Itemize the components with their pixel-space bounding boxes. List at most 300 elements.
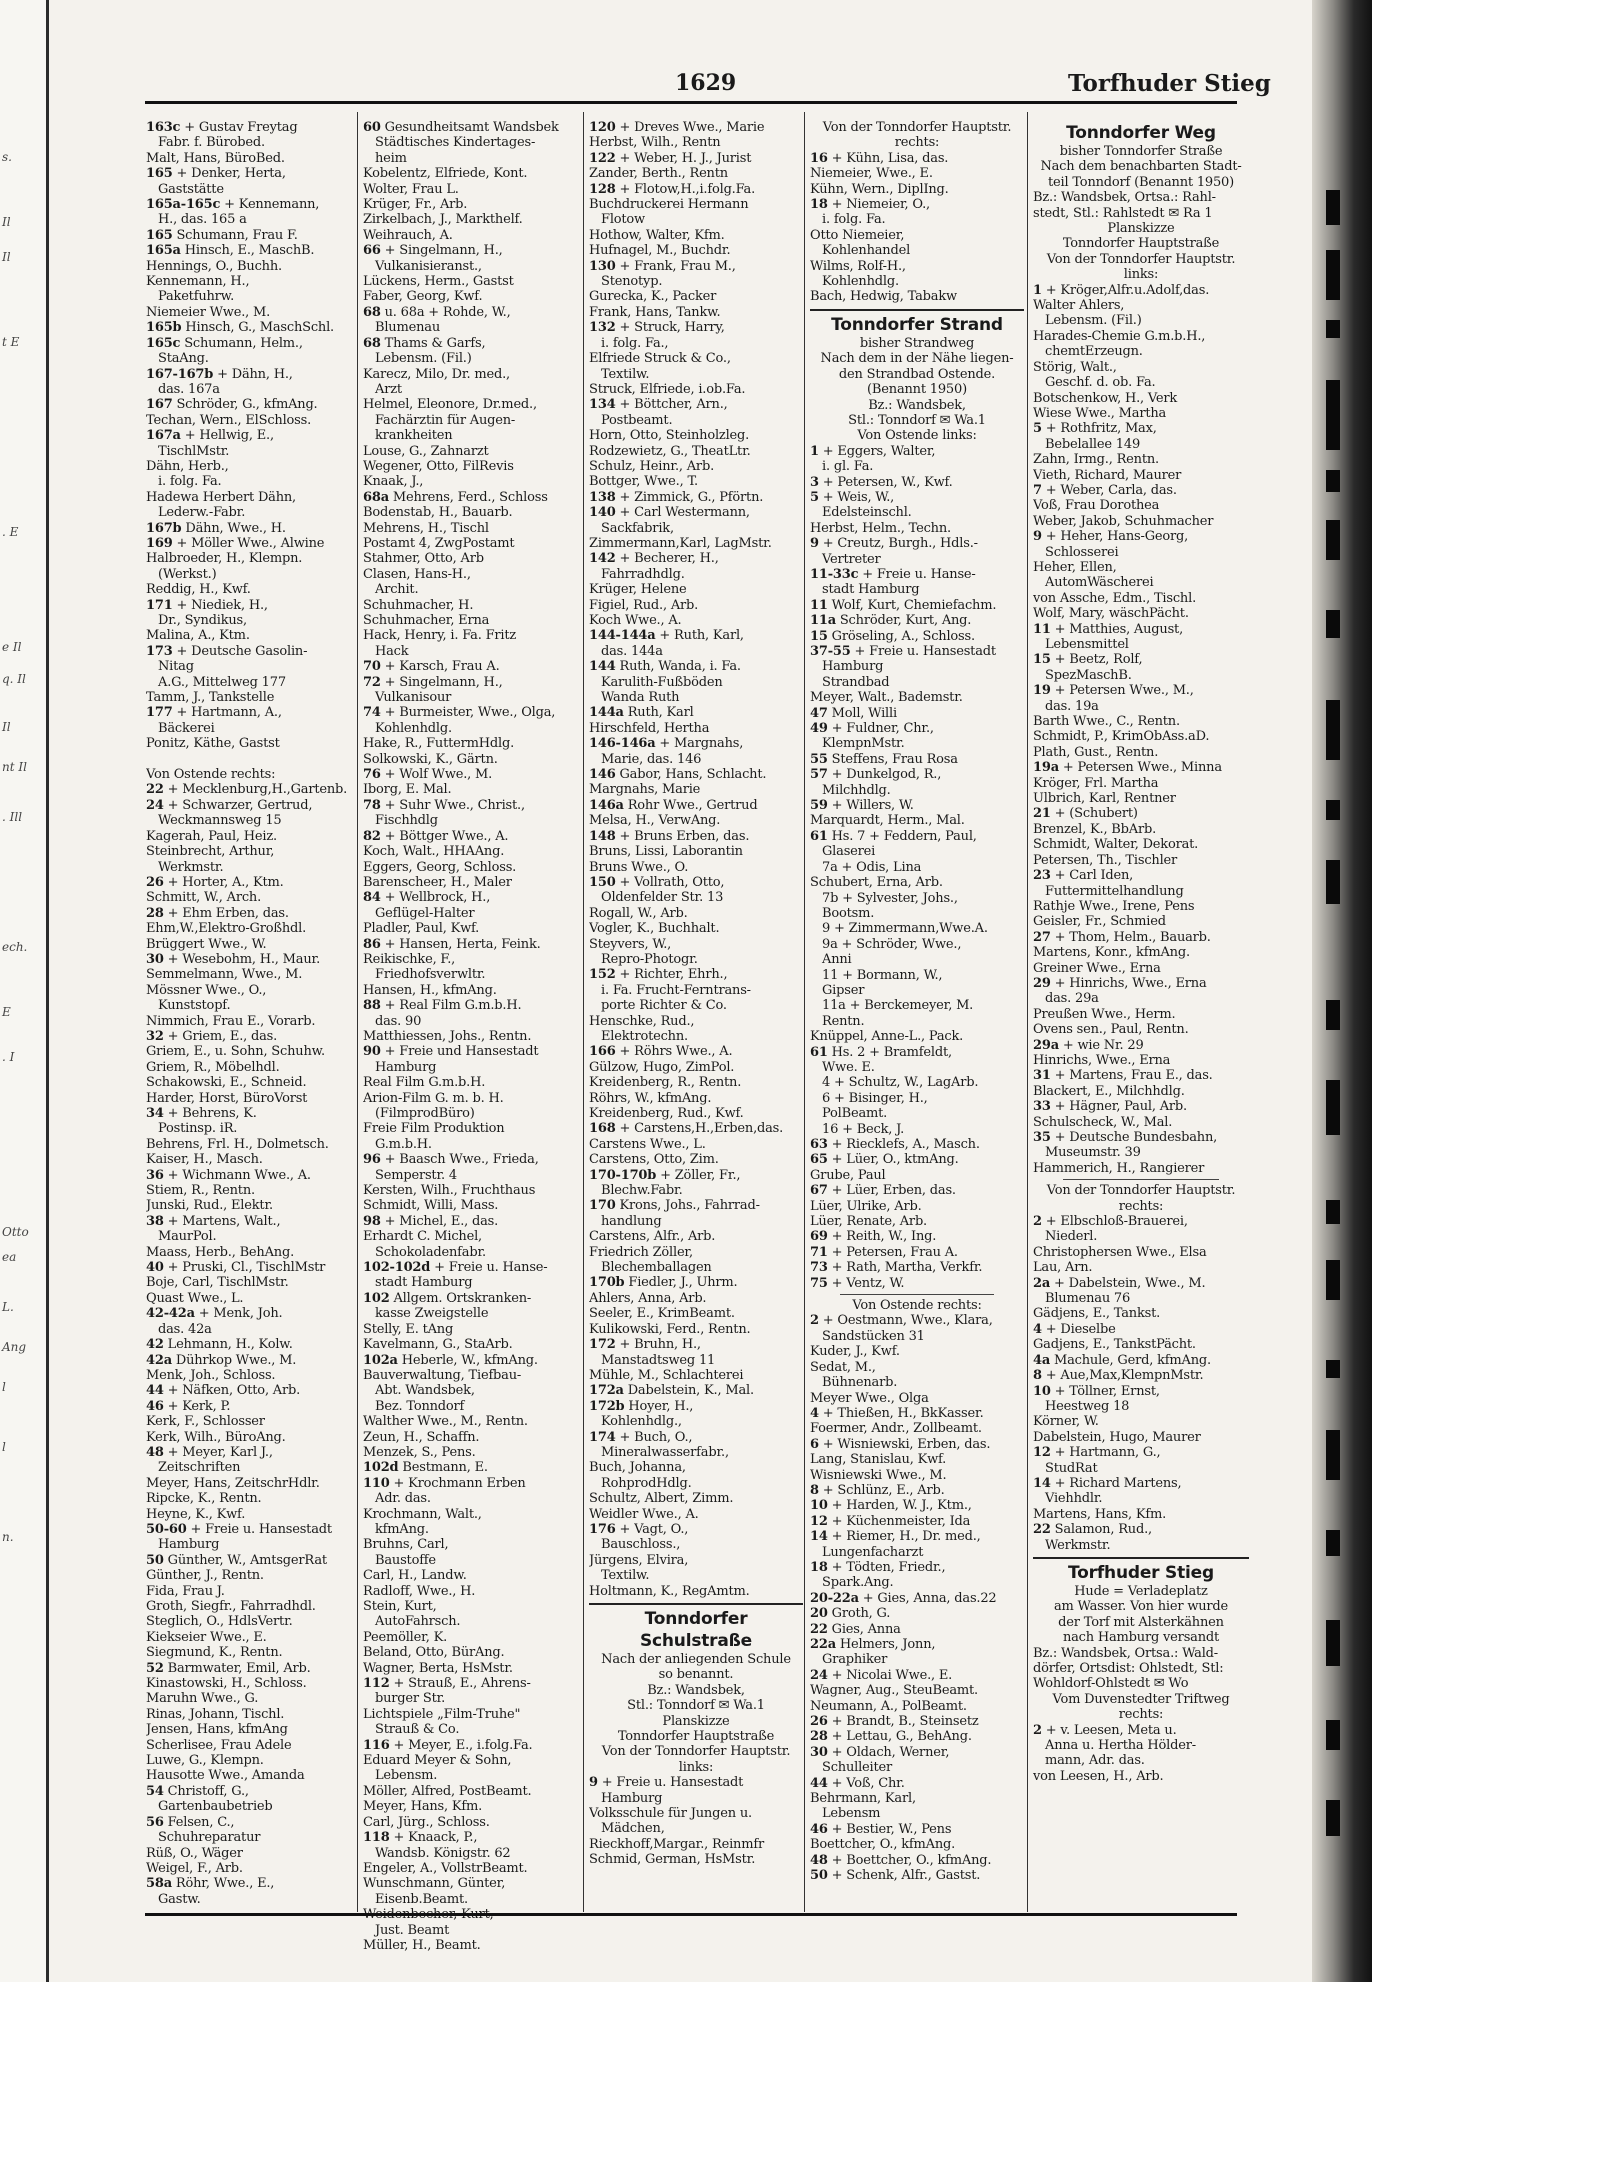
directory-entry: Boje, Carl, TischlMstr. bbox=[146, 1275, 289, 1291]
house-number: 73 bbox=[810, 1260, 828, 1276]
entry-text: + Lettau, G., BehAng. bbox=[827, 1729, 972, 1745]
entry-text: + Nicolai Wwe., E. bbox=[827, 1667, 953, 1683]
directory-entry: Heyne, K., Kwf. bbox=[146, 1506, 246, 1522]
house-number: 146-146a bbox=[589, 736, 656, 752]
entry-text: Wolf, Kurt, Chemiefachm. bbox=[827, 597, 997, 613]
entry-continuation: i. folg. Fa., bbox=[601, 335, 669, 351]
house-number: 27 bbox=[1033, 929, 1051, 945]
entry-text: + Gies, Anna, das.22 bbox=[858, 1590, 997, 1606]
entry-continuation: heim bbox=[375, 150, 407, 166]
entry-continuation: krankheiten bbox=[375, 428, 453, 444]
directory-entry bbox=[363, 1830, 577, 1845]
entry-text: + Mecklenburg,H.,Gartenb. bbox=[163, 782, 348, 798]
directory-entry bbox=[589, 1121, 803, 1136]
entry-continuation: PolBeamt. bbox=[822, 1106, 888, 1122]
directory-entry: Jürgens, Elvira, bbox=[589, 1552, 689, 1568]
facing-page-fragment: . Ill bbox=[2, 810, 23, 824]
entry-text: + Schwarzer, Gertrud, bbox=[163, 797, 313, 813]
facing-page-fragment: nt Il bbox=[2, 760, 27, 774]
facing-page-fragment: Il bbox=[2, 250, 11, 264]
entry-continuation: Schulleiter bbox=[822, 1760, 893, 1776]
house-number: 46 bbox=[146, 1398, 164, 1414]
street-note: der Torf mit Alsterkähnen bbox=[1058, 1614, 1224, 1630]
directory-entry: Hothow, Walter, Kfm. bbox=[589, 227, 725, 243]
entry-continuation: Lebensm. bbox=[375, 1768, 438, 1784]
directory-entry bbox=[146, 1784, 360, 1799]
directory-entry: Zimmermann,Karl, LagMstr. bbox=[589, 535, 772, 551]
directory-entry bbox=[146, 798, 360, 813]
entry-continuation: Gastw. bbox=[158, 1891, 201, 1907]
entry-text: + Richard Martens, bbox=[1050, 1475, 1182, 1491]
binding-mark bbox=[1326, 1430, 1340, 1480]
entry-continuation: Heestweg 18 bbox=[1045, 1398, 1130, 1414]
directory-entry: Scherlisee, Frau Adele bbox=[146, 1737, 292, 1753]
entry-text: + Röhrs Wwe., A. bbox=[615, 1044, 733, 1060]
house-number: 152 bbox=[589, 967, 616, 983]
directory-entry: Ponitz, Käthe, Gastst bbox=[146, 736, 280, 752]
entry-text: Felsen, C., bbox=[163, 1814, 235, 1830]
house-number: 4a bbox=[1033, 1352, 1051, 1368]
facing-page-fragment: ech. bbox=[2, 940, 28, 954]
house-number: 26 bbox=[146, 874, 164, 890]
directory-entry: Mühle, M., Schlachterei bbox=[589, 1367, 744, 1383]
directory-entry bbox=[589, 1044, 803, 1059]
directory-entry: Krochmann, Walt., bbox=[363, 1506, 482, 1522]
entry-continuation: Schuhreparatur bbox=[158, 1830, 261, 1846]
directory-entry bbox=[589, 1275, 803, 1290]
entry-text: + Singelmann, H., bbox=[380, 674, 503, 690]
facing-page-fragment: E bbox=[2, 1005, 11, 1019]
directory-entry: Schmitt, W., Arch. bbox=[146, 890, 262, 906]
entry-text: Hs. 7 + Feddern, Paul, bbox=[827, 828, 977, 844]
entry-continuation: das. 42a bbox=[158, 1321, 212, 1337]
entry-text: + v. Leesen, Meta u. bbox=[1041, 1722, 1177, 1738]
directory-entry: Mössner Wwe., O., bbox=[146, 982, 267, 998]
house-number: 134 bbox=[589, 397, 616, 413]
directory-entry bbox=[810, 1776, 1024, 1791]
directory-entry bbox=[146, 243, 360, 258]
entry-text: + Elbschloß-Brauerei, bbox=[1041, 1214, 1188, 1230]
directory-entry bbox=[810, 1591, 1024, 1606]
entry-continuation: A.G., Mittelweg 177 bbox=[158, 674, 286, 690]
binding-mark bbox=[1326, 860, 1340, 904]
house-number: 33 bbox=[1033, 1099, 1051, 1115]
entry-continuation: porte Richter & Co. bbox=[601, 998, 727, 1014]
entry-text: + Deutsche Bundesbahn, bbox=[1050, 1130, 1218, 1145]
entry-text: + Zimmick, G., Pförtn. bbox=[615, 489, 764, 505]
directory-entry: Meyer, Hans, ZeitschrHdlr. bbox=[146, 1475, 320, 1491]
directory-entry bbox=[589, 967, 803, 982]
entry-text: Schröder, G., kfmAng. bbox=[172, 397, 318, 413]
street-note: so benannt. bbox=[658, 1667, 734, 1683]
directory-entry bbox=[810, 151, 1024, 166]
entry-text: + Martens, Frau E., das. bbox=[1050, 1068, 1213, 1084]
house-number: 163c bbox=[146, 120, 181, 135]
house-number: 116 bbox=[363, 1737, 390, 1753]
directory-entry: Hinrichs, Wwe., Erna bbox=[1033, 1052, 1171, 1068]
directory-entry: Wolf, Mary, wäschPächt. bbox=[1033, 606, 1189, 622]
directory-entry: Radloff, Wwe., H. bbox=[363, 1583, 476, 1599]
entry-text: Machule, Gerd, kfmAng. bbox=[1050, 1352, 1211, 1368]
house-number: 165b bbox=[146, 320, 182, 336]
directory-entry bbox=[146, 1876, 360, 1891]
entry-text: Krons, Johs., Fahrrad- bbox=[615, 1198, 760, 1214]
entry-continuation: Marie, das. 146 bbox=[601, 751, 702, 767]
directory-entry: Schmidt, Walter, Dekorat. bbox=[1033, 837, 1199, 853]
directory-entry: Lüer, Renate, Arb. bbox=[810, 1214, 927, 1230]
directory-entry bbox=[810, 829, 1024, 844]
directory-entry bbox=[1033, 652, 1249, 667]
directory-entry: Herbst, Wilh., Rentn bbox=[589, 135, 721, 151]
entry-text: + Schlünz, E., Arb. bbox=[818, 1482, 945, 1498]
directory-entry: Weber, Jakob, Schuhmacher bbox=[1033, 513, 1214, 529]
scan-background bbox=[0, 1982, 1600, 2177]
directory-entry bbox=[363, 1676, 577, 1691]
entry-text: Gabor, Hans, Schlacht. bbox=[615, 767, 767, 783]
street-note: Nach der anliegenden Schule bbox=[601, 1652, 791, 1667]
directory-entry bbox=[363, 829, 577, 844]
entry-continuation: TischlMstr. bbox=[158, 443, 230, 459]
directory-entry: Herbst, Helm., Techn. bbox=[810, 520, 951, 536]
house-number: 144 bbox=[589, 659, 616, 675]
binding-mark bbox=[1326, 1800, 1340, 1836]
house-number: 59 bbox=[810, 798, 828, 814]
directory-entry bbox=[810, 1229, 1024, 1244]
entry-text: + Griem, E., das. bbox=[163, 1028, 278, 1044]
directory-entry bbox=[810, 1437, 1024, 1452]
binding-mark bbox=[1326, 1200, 1340, 1224]
house-number: 44 bbox=[810, 1775, 828, 1791]
facing-page-fragment: Il bbox=[2, 215, 11, 229]
directory-entry bbox=[146, 1214, 360, 1229]
directory-entry: Koch, Walt., HHAAng. bbox=[363, 844, 505, 860]
house-number: 148 bbox=[589, 828, 616, 844]
directory-entry bbox=[146, 1553, 360, 1568]
entry-text: + Oldach, Werner, bbox=[827, 1744, 950, 1760]
entry-continuation: MaurPol. bbox=[158, 1229, 217, 1245]
entry-text: + Creutz, Burgh., Hdls.- bbox=[818, 536, 978, 552]
entry-continuation: Kohlenhdlg. bbox=[822, 274, 899, 290]
entry-text: + Carl Westermann, bbox=[615, 505, 750, 521]
directory-entry bbox=[363, 1044, 577, 1059]
spacer bbox=[146, 752, 360, 767]
directory-entry: Dabelstein, Hugo, Maurer bbox=[1033, 1429, 1201, 1445]
directory-entry bbox=[810, 706, 1024, 721]
entry-continuation: Niederl. bbox=[1045, 1229, 1098, 1245]
directory-entry: Carstens, Otto, Zim. bbox=[589, 1152, 719, 1168]
house-number: 140 bbox=[589, 505, 616, 521]
directory-entry: Kreidenberg, R., Rentn. bbox=[589, 1075, 742, 1091]
subsection-rule bbox=[840, 1294, 994, 1295]
house-number: 19 bbox=[1033, 683, 1051, 699]
house-number: 168 bbox=[589, 1121, 616, 1137]
directory-entry: Struck, Elfriede, i.ob.Fa. bbox=[589, 381, 746, 397]
street-heading: Tonndorfer Schulstraße bbox=[639, 1609, 752, 1651]
entry-text: Hinsch, E., MaschB. bbox=[180, 243, 315, 259]
entry-text: + Pruski, Cl., TischlMstr bbox=[163, 1260, 326, 1276]
entry-text: + Frank, Frau M., bbox=[615, 258, 736, 274]
directory-entry bbox=[363, 1214, 577, 1229]
directory-entry: Schubert, Erna, Arb. bbox=[810, 875, 943, 891]
entry-text: + Strauß, E., Ahrens- bbox=[389, 1676, 531, 1692]
directory-entry: Müller, H., Beamt. bbox=[363, 1937, 481, 1953]
directory-entry bbox=[146, 228, 360, 243]
entry-continuation: Blechw.Fabr. bbox=[601, 1183, 683, 1199]
house-number: 50 bbox=[146, 1552, 164, 1568]
directory-entry bbox=[1033, 868, 1249, 883]
directory-entry: Stelly, E. tAng bbox=[363, 1321, 454, 1337]
directory-entry: Kröger, Frl. Martha bbox=[1033, 775, 1159, 791]
column-3 bbox=[589, 120, 803, 1868]
directory-entry bbox=[1033, 683, 1249, 698]
directory-entry bbox=[1033, 483, 1249, 498]
directory-entry: Steglich, O., HdlsVertr. bbox=[146, 1614, 293, 1630]
directory-entry: Ehm,W.,Elektro-Großhdl. bbox=[146, 921, 307, 937]
directory-entry: Krüger, Helene bbox=[589, 582, 687, 598]
directory-entry bbox=[589, 705, 803, 720]
house-number: 31 bbox=[1033, 1068, 1051, 1084]
section-rule bbox=[810, 309, 1024, 311]
scan-background bbox=[1372, 0, 1600, 2177]
entry-text: + Martens, Walt., bbox=[163, 1213, 281, 1229]
street-note: links: bbox=[1123, 267, 1159, 283]
entry-continuation: Sackfabrik, bbox=[601, 520, 674, 536]
house-number: 118 bbox=[363, 1830, 390, 1846]
house-number: 30 bbox=[810, 1744, 828, 1760]
street-note: Planskizze bbox=[662, 1713, 730, 1729]
directory-entry bbox=[810, 1045, 1024, 1060]
entry-continuation: i. Fa. Frucht-Ferntrans- bbox=[601, 982, 751, 998]
entry-text: + (Schubert) bbox=[1050, 806, 1138, 822]
directory-entry: Martens, Konr., kfmAng. bbox=[1033, 945, 1190, 961]
directory-entry bbox=[146, 1168, 360, 1183]
house-number: 69 bbox=[810, 1229, 828, 1245]
directory-entry: Bottger, Wwe., T. bbox=[589, 474, 698, 490]
entry-continuation: Mineralwasserfabr., bbox=[601, 1444, 729, 1460]
directory-entry bbox=[1033, 1522, 1249, 1537]
binding-mark bbox=[1326, 380, 1340, 450]
entry-continuation: Karulith-Fußböden bbox=[601, 674, 723, 690]
house-number: 167b bbox=[146, 520, 182, 536]
directory-entry bbox=[810, 598, 1024, 613]
directory-entry: Techan, Wern., ElSchloss. bbox=[146, 412, 312, 428]
house-number: 56 bbox=[146, 1814, 164, 1830]
entry-text: Ruth, Wanda, i. Fa. bbox=[615, 659, 741, 675]
street-note: Tonndorfer Hauptstraße bbox=[617, 1729, 775, 1745]
directory-entry: Quast Wwe., L. bbox=[146, 1290, 244, 1306]
entry-continuation: Wanda Ruth bbox=[601, 690, 680, 706]
street-note: Nach dem in der Nähe liegen- bbox=[820, 351, 1014, 367]
directory-entry bbox=[1033, 1130, 1249, 1145]
entry-text: Helmers, Jonn, bbox=[835, 1637, 936, 1652]
subsection-rule bbox=[1063, 1179, 1219, 1180]
entry-text: + Freie u. Hansestadt bbox=[850, 644, 996, 659]
entry-continuation: Arzt bbox=[375, 381, 402, 397]
entry-text: Heberle, W., kfmAng. bbox=[397, 1352, 538, 1368]
house-number: 50-60 bbox=[146, 1521, 187, 1537]
house-number: 30 bbox=[146, 951, 164, 967]
column-divider bbox=[804, 112, 805, 1912]
entry-text: + Michel, E., das. bbox=[380, 1213, 499, 1229]
directory-entry: Ahlers, Anna, Arb. bbox=[589, 1290, 707, 1306]
entry-continuation: i. folg. Fa. bbox=[158, 474, 222, 490]
directory-entry bbox=[146, 536, 360, 551]
entry-continuation: i. folg. Fa. bbox=[822, 212, 886, 228]
entry-text: + Krochmann Erben bbox=[389, 1475, 526, 1491]
directory-entry: Niemeier, Wwe., E. bbox=[810, 166, 933, 182]
entry-text: + Matthies, August, bbox=[1050, 621, 1184, 637]
house-number: 170-170b bbox=[589, 1167, 657, 1183]
directory-entry bbox=[1033, 1214, 1249, 1229]
house-number: 68a bbox=[363, 489, 389, 505]
directory-entry: Carl, H., Landw. bbox=[363, 1568, 467, 1584]
directory-entry: Lang, Stanislau, Kwf. bbox=[810, 1452, 947, 1468]
directory-entry: Siegmund, K., Rentn. bbox=[146, 1645, 283, 1661]
entry-text: + Hellwig, E., bbox=[180, 428, 274, 444]
house-number: 176 bbox=[589, 1521, 616, 1537]
directory-entry bbox=[146, 1106, 360, 1121]
directory-entry: Buchdruckerei Hermann bbox=[589, 197, 749, 213]
directory-entry bbox=[1033, 1353, 1249, 1368]
directory-entry: Wegener, Otto, FilRevis bbox=[363, 458, 514, 474]
directory-entry bbox=[810, 1183, 1024, 1198]
entry-text: + Carl Iden, bbox=[1050, 868, 1134, 884]
house-number: 177 bbox=[146, 705, 173, 721]
house-number: 150 bbox=[589, 874, 616, 890]
entry-text: + Thießen, H., BkKasser. bbox=[818, 1405, 984, 1421]
directory-entry: Kuder, J., Kwf. bbox=[810, 1344, 900, 1360]
directory-entry: Henschke, Rud., bbox=[589, 1013, 695, 1029]
directory-entry bbox=[363, 1152, 577, 1167]
directory-entry: Volksschule für Jungen u. bbox=[589, 1806, 752, 1822]
entry-text: + Kerk, P. bbox=[163, 1398, 231, 1414]
directory-entry bbox=[589, 1399, 803, 1414]
directory-entry: Malina, A., Ktm. bbox=[146, 628, 250, 644]
entry-text: + Tödten, Friedr., bbox=[827, 1559, 946, 1575]
directory-entry: Hennings, O., Buchh. bbox=[146, 258, 282, 274]
directory-entry: Vieth, Richard, Maurer bbox=[1033, 467, 1182, 483]
house-number: 24 bbox=[810, 1667, 828, 1683]
entry-text: + Suhr Wwe., Christ., bbox=[380, 797, 525, 813]
directory-entry bbox=[146, 367, 360, 382]
house-number: 11 bbox=[1033, 621, 1051, 637]
binding-mark bbox=[1326, 1360, 1340, 1378]
house-number: 57 bbox=[810, 767, 828, 783]
house-number: 26 bbox=[810, 1714, 828, 1730]
directory-entry bbox=[1033, 1276, 1249, 1291]
entry-continuation: StudRat bbox=[1045, 1460, 1098, 1476]
directory-entry: Gurecka, K., Packer bbox=[589, 289, 717, 305]
house-number: 60 bbox=[363, 120, 381, 135]
house-number: 86 bbox=[363, 936, 381, 952]
directory-entry: Schmidt, P., KrimObAss.aD. bbox=[1033, 729, 1210, 745]
street-note: Von Ostende links: bbox=[857, 428, 977, 444]
directory-entry: Otto Niemeier, bbox=[810, 227, 905, 243]
directory-entry: Gülzow, Hugo, ZimPol. bbox=[589, 1059, 735, 1075]
entry-text: Günther, W., AmtsgerRat bbox=[163, 1552, 327, 1568]
entry-continuation: SpezMaschB. bbox=[1045, 667, 1132, 683]
house-number: 4 bbox=[810, 1405, 819, 1421]
entry-continuation: Glaserei bbox=[822, 844, 876, 860]
house-number: 112 bbox=[363, 1676, 390, 1692]
directory-entry: Behrens, Frl. H., Dolmetsch. bbox=[146, 1136, 329, 1152]
directory-entry bbox=[1033, 760, 1249, 775]
directory-entry bbox=[363, 120, 577, 135]
entry-continuation: AutomWäscherei bbox=[1045, 575, 1154, 591]
entry-continuation: Fachärztin für Augen- bbox=[375, 412, 516, 428]
entry-continuation: Edelsteinschl. bbox=[822, 505, 912, 521]
directory-entry bbox=[810, 567, 1024, 582]
directory-entry bbox=[810, 1260, 1024, 1275]
entry-text: + Reith, W., Ing. bbox=[827, 1229, 937, 1245]
house-number: 22 bbox=[810, 1621, 828, 1637]
entry-text: + Bruhn, H., bbox=[615, 1337, 701, 1353]
street-note: Von der Tonndorfer Hauptstr. bbox=[601, 1744, 791, 1760]
entry-text: + Thom, Helm., Bauarb. bbox=[1050, 929, 1211, 945]
directory-entry bbox=[1033, 283, 1249, 298]
directory-entry bbox=[810, 1406, 1024, 1421]
entry-text: + Freie u. Hanse- bbox=[430, 1260, 548, 1276]
entry-continuation: burger Str. bbox=[375, 1691, 446, 1707]
directory-entry bbox=[810, 1529, 1024, 1544]
house-number: 16 bbox=[810, 150, 828, 166]
directory-entry bbox=[589, 182, 803, 197]
directory-entry: Neumann, A., PolBeamt. bbox=[810, 1698, 967, 1714]
directory-entry: Wiese Wwe., Martha bbox=[1033, 405, 1167, 421]
column-5 bbox=[1033, 120, 1249, 1784]
directory-entry: Mehrens, H., Tischl bbox=[363, 520, 489, 536]
entry-continuation: Gaststätte bbox=[158, 181, 224, 197]
directory-entry: Louse, G., Zahnarzt bbox=[363, 443, 489, 459]
directory-entry bbox=[146, 1399, 360, 1414]
directory-entry: Geisler, Fr., Schmied bbox=[1033, 914, 1166, 930]
directory-entry: Bruhns, Carl, bbox=[363, 1537, 449, 1553]
directory-entry: Groth, Siegfr., Fahrradhdl. bbox=[146, 1599, 316, 1614]
entry-text: + Flotow,H.,i.folg.Fa. bbox=[615, 181, 756, 197]
house-number: 63 bbox=[810, 1137, 828, 1152]
directory-entry: Niemeier Wwe., M. bbox=[146, 304, 271, 320]
entry-text: + Meyer, Karl J., bbox=[163, 1444, 273, 1460]
house-number: 14 bbox=[1033, 1475, 1051, 1491]
directory-entry bbox=[810, 197, 1024, 212]
entry-continuation: KlempnMstr. bbox=[822, 736, 905, 752]
entry-continuation: Textilw. bbox=[601, 1568, 650, 1584]
entry-text: + Weber, H. J., Jurist bbox=[615, 150, 752, 166]
entry-continuation: 7b + Sylvester, Johs., bbox=[822, 890, 958, 906]
header-rule bbox=[145, 101, 1237, 104]
directory-entry: Maass, Herb., BehAng. bbox=[146, 1244, 295, 1260]
directory-entry bbox=[1033, 1099, 1249, 1114]
entry-text: + Böttcher, Arn., bbox=[615, 397, 728, 413]
directory-entry: Kühn, Wern., DiplIng. bbox=[810, 181, 949, 197]
house-number: 74 bbox=[363, 705, 381, 721]
entry-continuation: Lebensm. (Fil.) bbox=[1045, 313, 1142, 329]
directory-entry: Reikischke, F., bbox=[363, 951, 456, 967]
facing-page-fragment: L. bbox=[2, 1300, 14, 1314]
directory-entry bbox=[146, 120, 360, 135]
street-note: Von der Tonndorfer Hauptstr. bbox=[1046, 1183, 1236, 1199]
directory-entry: Walther Wwe., M., Rentn. bbox=[363, 1414, 528, 1430]
entry-continuation: Geschf. d. ob. Fa. bbox=[1045, 375, 1156, 391]
binding-mark bbox=[1326, 1720, 1340, 1750]
entry-continuation: Sandstücken 31 bbox=[822, 1328, 925, 1344]
directory-entry: Meyer, Hans, Kfm. bbox=[363, 1799, 483, 1815]
directory-entry bbox=[589, 1522, 803, 1537]
entry-continuation: Viehhdlr. bbox=[1045, 1491, 1103, 1507]
directory-entry: Bruns, Lissi, Laborantin bbox=[589, 844, 743, 860]
house-number: 50 bbox=[810, 1868, 828, 1884]
entry-continuation: Dr., Syndikus, bbox=[158, 613, 247, 628]
